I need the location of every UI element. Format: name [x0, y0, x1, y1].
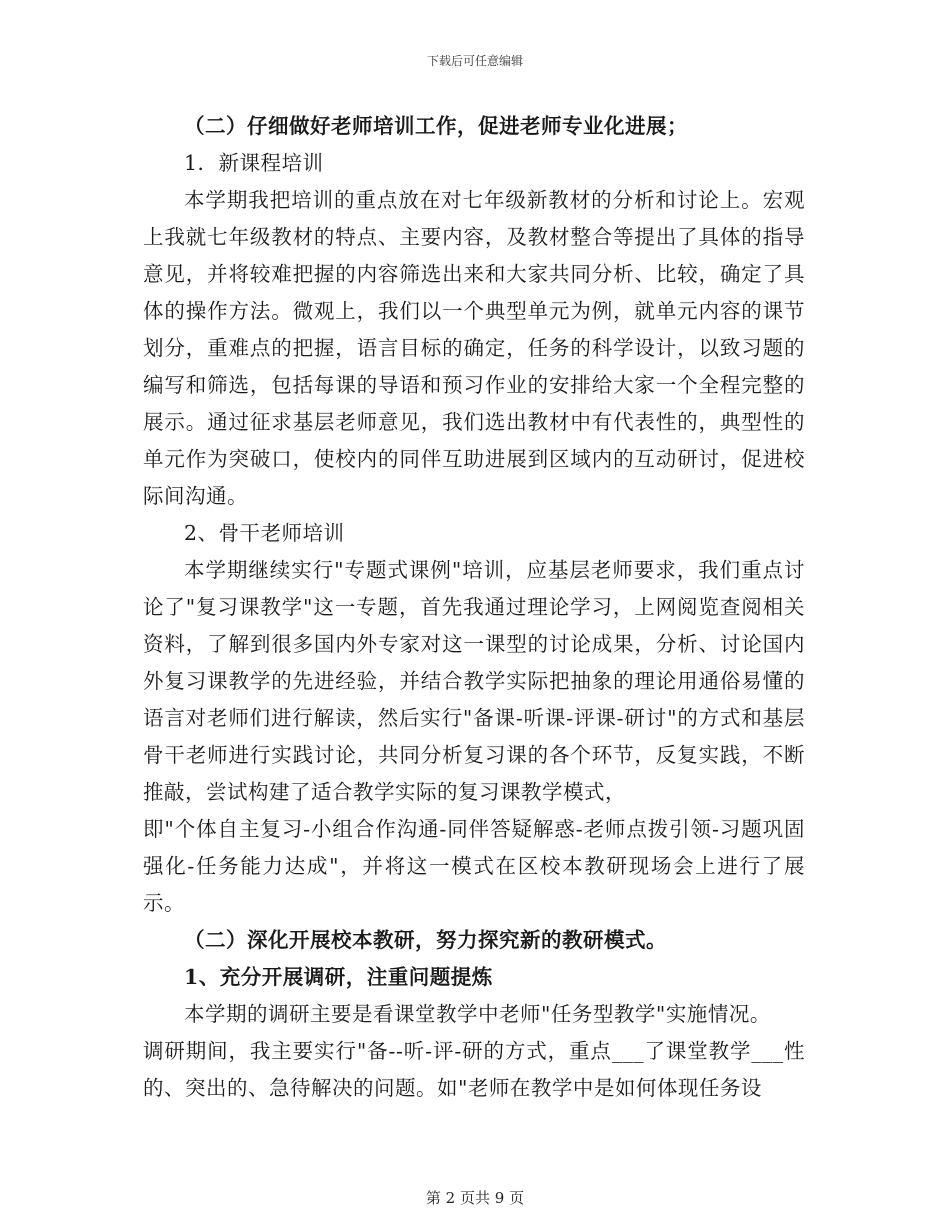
page-footer: 第 2 页共 9 页	[425, 1189, 525, 1207]
section-heading: （二）仔细做好老师培训工作，促进老师专业化进展；	[184, 114, 688, 138]
subsection-heading: 1、充分开展调研，注重问题提炼	[184, 965, 493, 989]
page-header: 下载后可任意编辑	[426, 54, 523, 68]
paragraph: 本学期的调研主要是看课堂教学中老师"任务型教学"实施情况。	[184, 1002, 771, 1026]
subsection-heading: 2、骨干老师培训	[184, 521, 345, 545]
section-heading: （二）深化开展校本教研，努力探究新的教研模式。	[184, 928, 667, 952]
subsection-heading: 1．新课程培训	[184, 151, 324, 175]
paragraph: 本学期继续实行"专题式课例"培训，应基层老师要求，我们重点讨论了"复习课教学"这一专题，首先我通过理论学习，上网阅览查阅相关资料，了解到很多国内外专家对这一课型的讨论成果，分析、讨论国内外复习课教学的先进经验，并结合教学实际把抽象的理论用通俗易懂的语言对老师们进行解读，然后实行"备课-听课-评课-研讨"的方式和基层骨干老师进行实践讨论，共同分析复习课的各个环节，反复实践，不断推敲，尝试构建了适合教学实际的复习课教学模式，	[143, 558, 805, 804]
document-body	[143, 108, 805, 1107]
paragraph-continuation: 即"个体自主复习-小组合作沟通-同伴答疑解惑-老师点拨引领-习题巩固强化-任务能力达成"，并将这一模式在区校本教研现场会上进行了展示。	[143, 817, 805, 915]
paragraph-continuation: 调研期间，我主要实行"备--听-评-研的方式，重点___了课堂教学___性的、突出的、急待解决的问题。如"老师在教学中是如何体现任务设	[143, 1039, 805, 1100]
paragraph: 本学期我把培训的重点放在对七年级新教材的分析和讨论上。宏观上我就七年级教材的特点、主要内容，及教材整合等提出了具体的指导意见，并将较难把握的内容筛选出来和大家共同分析、比较，确定了具体的操作方法。微观上，我们以一个典型单元为例，就单元内容的课节划分，重难点的把握，语言目标的确定，任务的科学设计，以致习题的编写和筛选，包括每课的导语和预习作业的安排给大家一个全程完整的展示。通过征求基层老师意见，我们选出教材中有代表性的，典型性的单元作为突破口，使校内的同伴互助进展到区域内的互动研讨，促进校际间沟通。	[143, 188, 805, 508]
